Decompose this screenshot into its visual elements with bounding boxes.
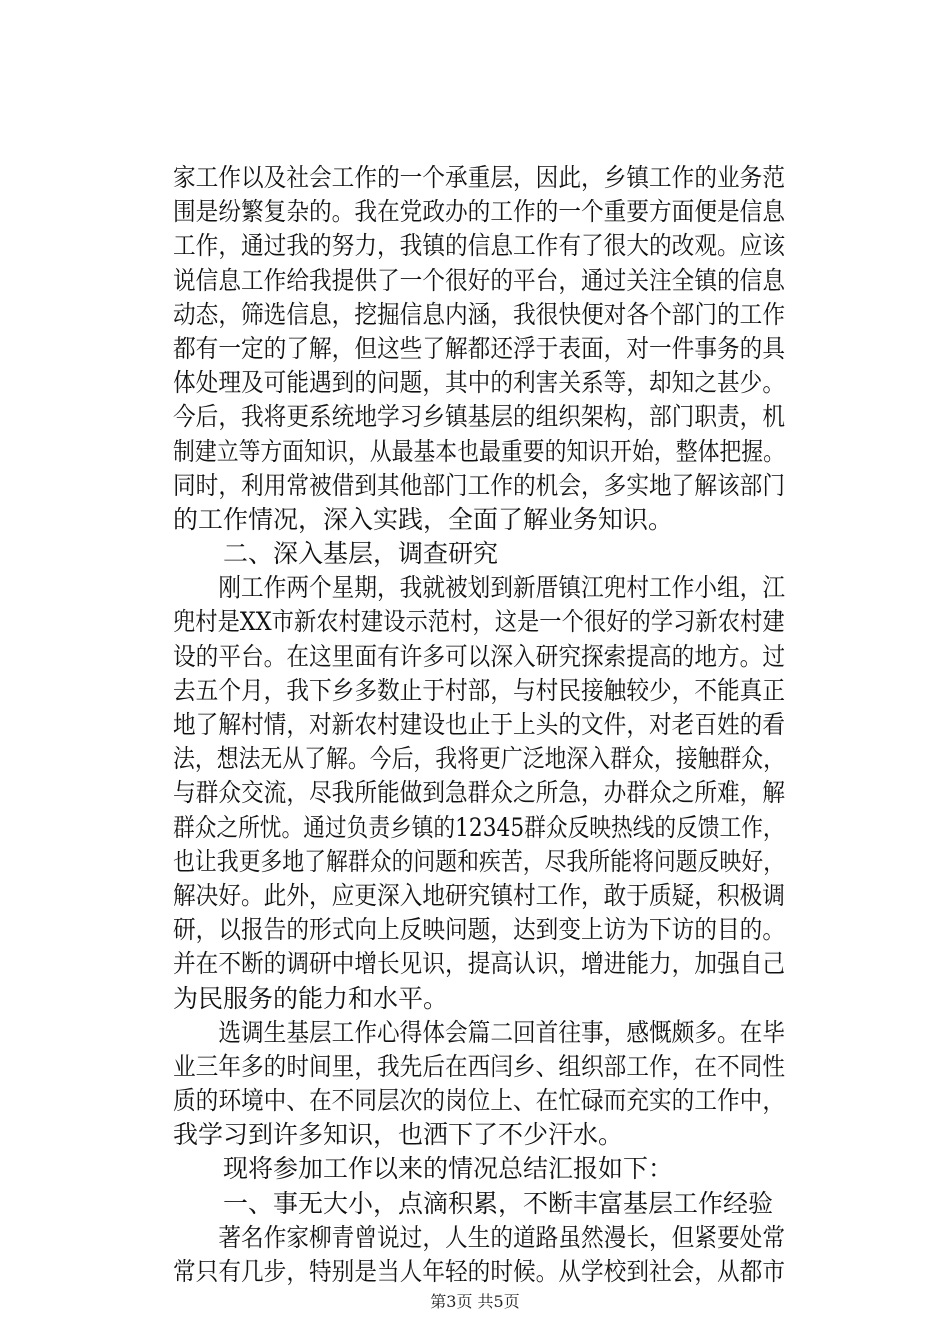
text-line: 设的平台。在这里面有许多可以深入研究探索提高的地方。过 bbox=[173, 641, 786, 671]
text-line: 一、事无大小，点滴积累，不断丰富基层工作经验 bbox=[173, 1188, 774, 1218]
text-line: 家工作以及社会工作的一个承重层，因此，乡镇工作的业务范 bbox=[173, 163, 786, 192]
text-line: 地了解村情，对新农村建设也止于上头的文件，对老百姓的看 bbox=[173, 710, 786, 739]
text-line: 也让我更多地了解群众的问题和疾苦，尽我所能将问题反映好， bbox=[173, 846, 786, 876]
text-line: 都有一定的了解，但这些了解都还浮于表面，对一件事务的具 bbox=[173, 333, 786, 363]
text-line: 著名作家柳青曾说过，人生的道路虽然漫长，但紧要处常 bbox=[173, 1222, 786, 1252]
text-line: 现将参加工作以来的情况总结汇报如下： bbox=[173, 1154, 674, 1184]
text-line: 刚工作两个星期，我就被划到新厝镇江兜村工作小组，江 bbox=[173, 573, 786, 603]
document-body bbox=[173, 161, 785, 1289]
text-line: 同时，利用常被借到其他部门工作的机会，多实地了解该部门 bbox=[173, 470, 786, 500]
text-line: 我学习到许多知识，也洒下了不少汗水。 bbox=[173, 1120, 624, 1150]
text-line: 解决好。此外，应更深入地研究镇村工作，敢于质疑，积极调 bbox=[173, 880, 786, 910]
text-line: 与群众交流，尽我所能做到急群众之所急，办群众之所难，解 bbox=[173, 778, 786, 808]
text-line: 体处理及可能遇到的问题，其中的利害关系等，却知之甚少。 bbox=[173, 368, 786, 398]
text-line: 选调生基层工作心得体会篇二回首往事，感慨颇多。在毕 bbox=[173, 1017, 786, 1047]
text-line: 说信息工作给我提供了一个很好的平台，通过关注全镇的信息 bbox=[173, 265, 786, 295]
page-footer: 第3页 共5页 bbox=[430, 1292, 520, 1311]
text-line: 制建立等方面知识，从最基本也最重要的知识开始，整体把握。 bbox=[173, 436, 786, 466]
text-line: 今后，我将更系统地学习乡镇基层的组织架构，部门职责，机 bbox=[173, 402, 786, 432]
text-line: 围是纷繁复杂的。我在党政办的工作的一个重要方面便是信息 bbox=[173, 197, 786, 227]
text-line: 去五个月，我下乡多数止于村部，与村民接触较少，不能真正 bbox=[173, 675, 786, 705]
text-line: 兜村是XX市新农村建设示范村，这是一个很好的学习新农村建 bbox=[173, 607, 785, 637]
text-line: 群众之所忧。通过负责乡镇的12345群众反映热线的反馈工作， bbox=[173, 812, 785, 842]
text-line: 动态，筛选信息，挖掘信息内涵，我很快便对各个部门的工作 bbox=[173, 299, 786, 329]
text-line: 为民服务的能力和水平。 bbox=[173, 983, 449, 1013]
text-line: 业三年多的时间里，我先后在西闫乡、组织部工作，在不同性 bbox=[173, 1051, 786, 1081]
text-line: 研，以报告的形式向上反映问题，达到变上访为下访的目的。 bbox=[173, 915, 786, 945]
text-line: 质的环境中、在不同层次的岗位上、在忙碌而充实的工作中， bbox=[173, 1086, 786, 1116]
text-line: 常只有几步，特别是当人年轻的时候。从学校到社会，从都市 bbox=[173, 1257, 786, 1286]
text-line: 二、深入基层，调查研究 bbox=[173, 539, 499, 569]
text-line: 法，想法无从了解。今后，我将更广泛地深入群众，接触群众， bbox=[173, 744, 786, 774]
text-line: 的工作情况，深入实践，全面了解业务知识。 bbox=[173, 504, 674, 534]
text-line: 并在不断的调研中增长见识，提高认识，增进能力，加强自己 bbox=[173, 949, 786, 979]
text-line: 工作，通过我的努力，我镇的信息工作有了很大的改观。应该 bbox=[173, 231, 786, 261]
